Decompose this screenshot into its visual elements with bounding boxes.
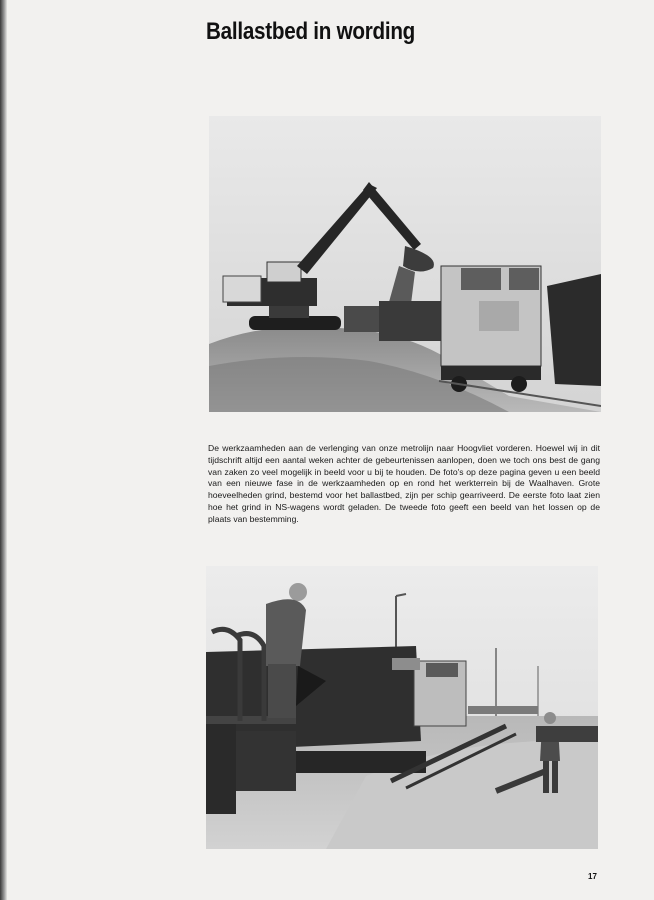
article-title: Ballastbed in wording: [206, 18, 416, 45]
photo-excavator-loading: [209, 116, 601, 412]
page-binding-edge: [0, 0, 7, 900]
page-number: 17: [588, 872, 597, 881]
photo-unloading-gravel: [206, 566, 598, 849]
article-body: De werkzaamheden aan de verlenging van onze metrolijn naar Hoogvliet vorderen. Hoewel wij in dit tijdschrift altijd een aantal weken achter de gebeurtenissen aanlopen, doen we toch ons best de gang van zaken zo veel mogelijk in beeld voor u bij te houden. De foto's op deze pagina geven u een beeld van een nieuwe fase in de werkzaamheden op en rond het werkterrein bij de Waalhaven. Grote hoeveelheden grind, bestemd voor het ballastbed, zijn per schip gearriveerd. De eerste foto laat zien hoe het grind in NS-wagens wordt geladen. De tweede foto geeft een beeld van het lossen op de plaats van bestemming.: [208, 443, 600, 524]
